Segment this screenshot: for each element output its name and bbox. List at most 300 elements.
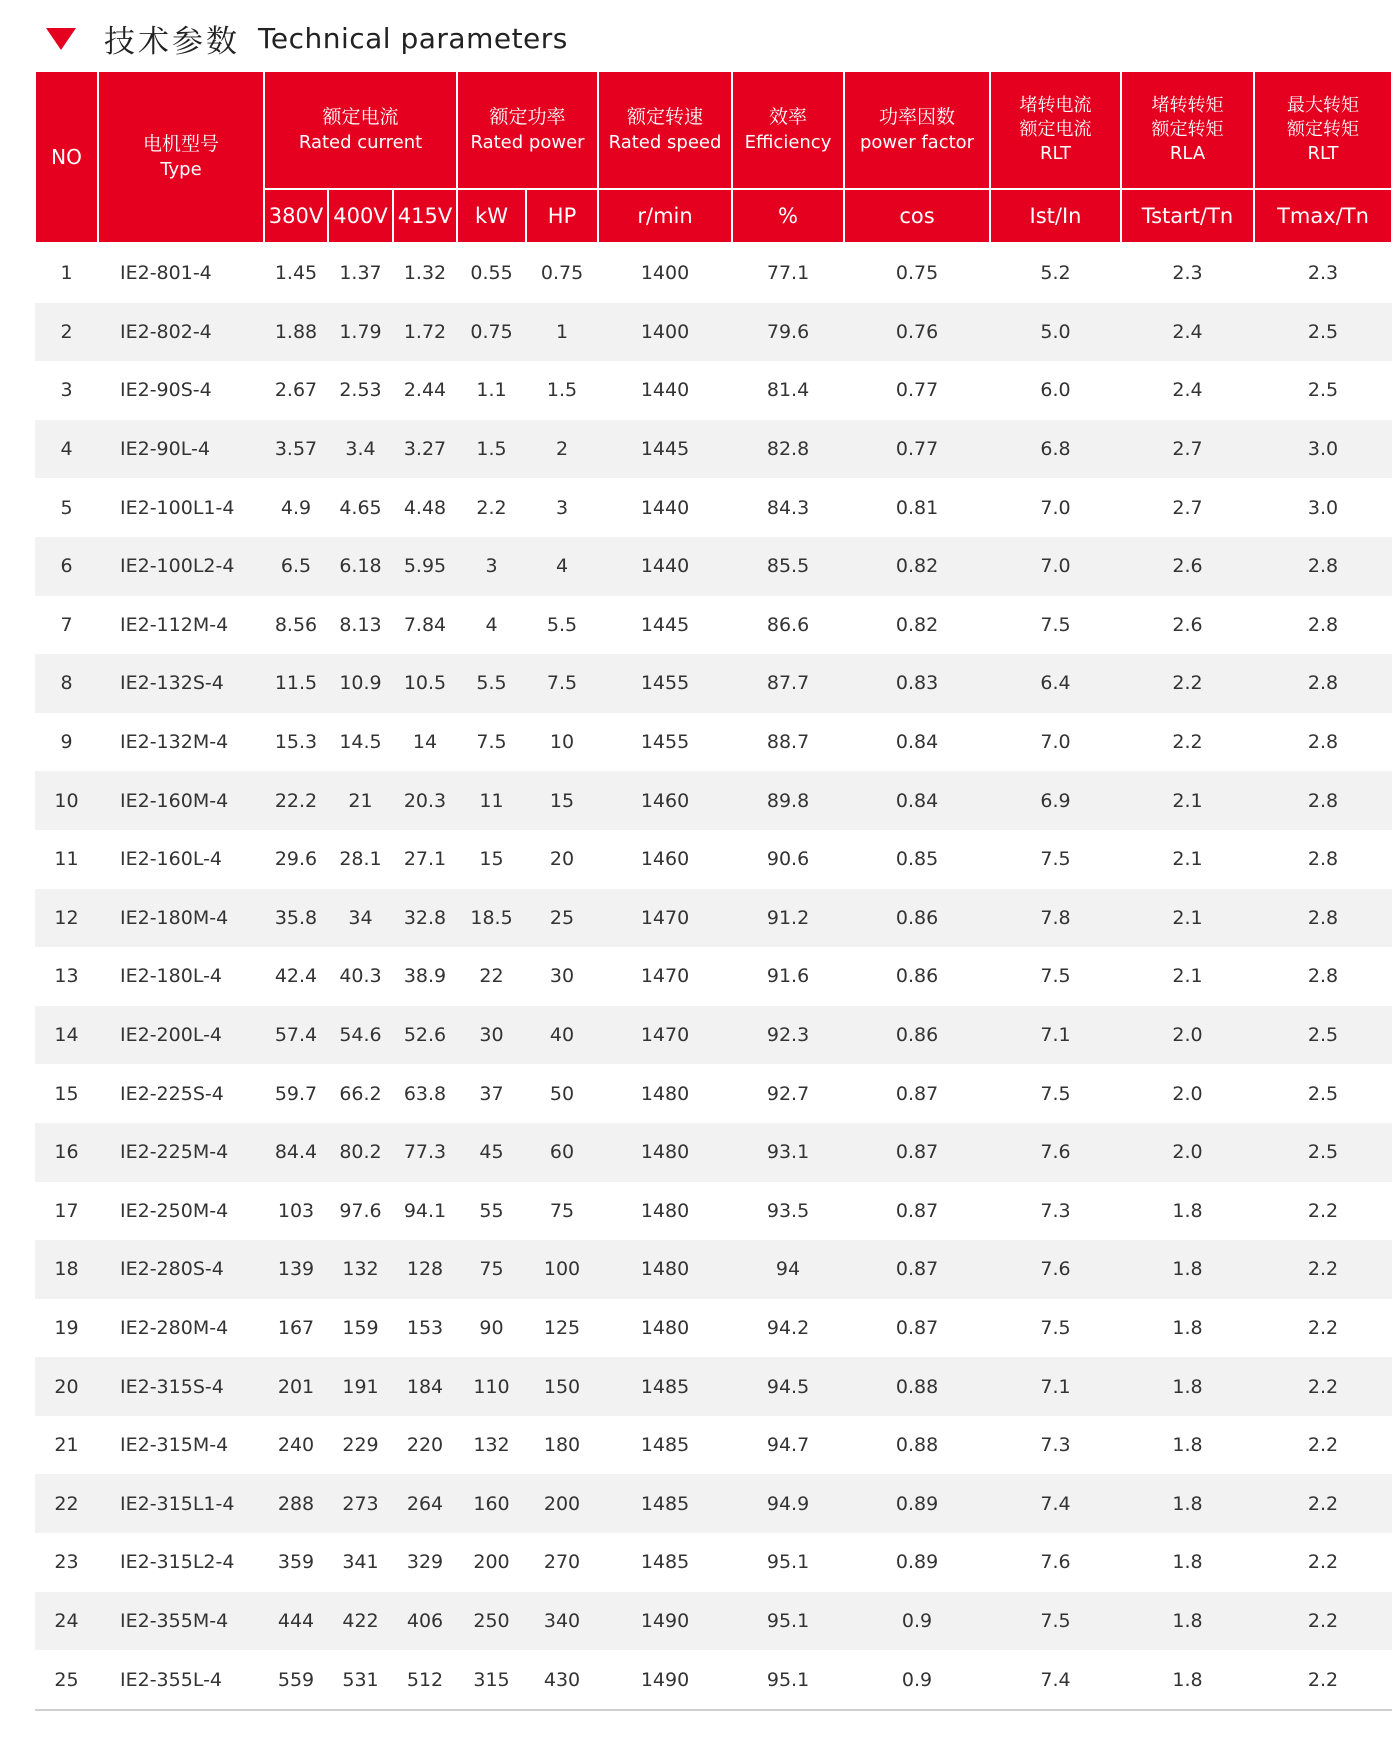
cell-current-415v: 128 [393, 1240, 457, 1299]
cell-current-400v: 4.65 [339, 496, 382, 519]
cell-ist-in: 7.5 [990, 1592, 1121, 1651]
cell-no: 13 [54, 965, 79, 988]
cell-ist-in: 6.0 [1040, 379, 1071, 402]
header-lrt-code: RLA [1169, 143, 1206, 165]
header-cos: cos [844, 189, 990, 243]
cell-no: 5 [60, 496, 73, 519]
cell-ist-in: 7.0 [1040, 496, 1071, 519]
cell-type: IE2-90L-4 [98, 420, 264, 479]
table-row [35, 771, 1392, 830]
cell-current-415v: 1.72 [393, 303, 457, 362]
cell-type: IE2-160M-4 [98, 771, 264, 830]
cell-power-factor: 0.87 [844, 1240, 990, 1299]
cell-power-factor: 0.83 [844, 654, 990, 713]
cell-efficiency: 94.9 [732, 1474, 844, 1533]
cell-power-factor: 0.77 [844, 420, 990, 479]
cell-type: IE2-315L2-4 [120, 1551, 235, 1574]
cell-no: 15 [54, 1082, 79, 1105]
cell-current-400v: 6.18 [328, 537, 393, 596]
cell-speed: 1440 [640, 496, 690, 519]
cell-type: IE2-225M-4 [98, 1123, 264, 1182]
cell-tmax-tn: 3.0 [1307, 496, 1339, 519]
cell-efficiency: 89.8 [732, 771, 844, 830]
table-row [35, 537, 1392, 596]
cell-tstart-tn: 1.8 [1121, 1240, 1254, 1299]
table-row [35, 1006, 1392, 1065]
cell-type: IE2-132S-4 [98, 654, 264, 713]
cell-type: IE2-250M-4 [120, 1199, 229, 1222]
cell-power-hp: 1.5 [546, 379, 578, 402]
header-type [98, 71, 264, 243]
cell-no: 23 [54, 1551, 79, 1574]
cell-current-400v: 97.6 [339, 1199, 382, 1222]
cell-tstart-tn: 2.0 [1121, 1123, 1254, 1182]
cell-power-factor: 0.88 [844, 1357, 990, 1416]
cell-ist-in: 6.4 [990, 654, 1121, 713]
header-efficiency [732, 71, 844, 189]
table-row [35, 1182, 1392, 1241]
cell-speed: 1460 [598, 771, 732, 830]
cell-power-hp: 200 [526, 1474, 598, 1533]
cell-efficiency: 79.6 [732, 303, 844, 362]
table-row [35, 596, 1392, 655]
cell-power-kw: 15 [479, 848, 504, 871]
cell-efficiency: 95.1 [766, 1551, 810, 1574]
header-max-torque [1254, 71, 1392, 189]
cell-current-415v: 220 [406, 1434, 444, 1457]
cell-ist-in: 7.5 [1040, 1316, 1071, 1339]
cell-power-factor: 0.82 [895, 613, 939, 636]
cell-power-kw: 45 [457, 1123, 526, 1182]
cell-tstart-tn: 2.1 [1172, 848, 1203, 871]
header-lrc-zh2: 额定电流 [1019, 118, 1092, 140]
cell-current-400v: 273 [328, 1474, 393, 1533]
cell-tstart-tn: 1.8 [1172, 1199, 1203, 1222]
cell-tstart-tn: 2.2 [1121, 654, 1254, 713]
header-ist-in: Ist/In [990, 189, 1121, 243]
cell-current-415v: 329 [406, 1551, 444, 1574]
table-header [35, 71, 1392, 243]
cell-no: 21 [54, 1434, 79, 1457]
cell-tmax-tn: 2.8 [1254, 654, 1392, 713]
cell-tstart-tn: 2.7 [1121, 420, 1254, 479]
cell-tmax-tn: 2.3 [1307, 262, 1339, 285]
header-speed-en: Rated speed [608, 131, 722, 153]
cell-speed: 1485 [640, 1551, 690, 1574]
header-max-zh1: 最大转矩 [1287, 94, 1360, 116]
cell-no: 24 [35, 1592, 98, 1651]
cell-tstart-tn: 2.6 [1172, 613, 1203, 636]
cell-current-380v: 139 [264, 1240, 328, 1299]
cell-power-kw: 90 [479, 1316, 504, 1339]
cell-tmax-tn: 2.5 [1254, 1006, 1392, 1065]
cell-current-400v: 531 [328, 1650, 393, 1710]
cell-tstart-tn: 2.2 [1172, 731, 1203, 754]
cell-no: 12 [35, 889, 98, 948]
cell-ist-in: 7.6 [990, 1240, 1121, 1299]
header-current-en: Rated current [298, 131, 423, 153]
cell-ist-in: 7.1 [990, 1006, 1121, 1065]
cell-tstart-tn: 1.8 [1172, 1316, 1203, 1339]
cell-current-380v: 6.5 [264, 537, 328, 596]
cell-ist-in: 7.5 [1040, 613, 1071, 636]
cell-type: IE2-801-4 [120, 262, 212, 285]
cell-tstart-tn: 2.3 [1172, 262, 1203, 285]
cell-power-kw: 75 [457, 1240, 526, 1299]
table-row [35, 889, 1392, 948]
cell-power-kw: 3 [457, 537, 526, 596]
cell-power-hp: 60 [526, 1123, 598, 1182]
cell-current-380v: 103 [277, 1199, 315, 1222]
cell-power-kw: 160 [457, 1474, 526, 1533]
cell-type: IE2-180M-4 [98, 889, 264, 948]
cell-current-415v: 94.1 [403, 1199, 447, 1222]
cell-power-hp: 10 [549, 731, 575, 754]
table-row [35, 1533, 1392, 1592]
cell-power-kw: 1.5 [457, 420, 526, 479]
cell-tstart-tn: 2.0 [1172, 1082, 1203, 1105]
table-row [35, 1299, 1392, 1358]
cell-power-kw: 1.1 [476, 379, 507, 402]
table-row [35, 1650, 1392, 1710]
table-row [35, 713, 1392, 772]
header-lrc-code: RLT [1039, 143, 1072, 165]
header-lrt-zh2: 额定转矩 [1151, 118, 1224, 140]
cell-current-380v: 8.56 [274, 613, 318, 636]
cell-current-380v: 201 [264, 1357, 328, 1416]
cell-power-hp: 15 [526, 771, 598, 830]
cell-type: IE2-280S-4 [98, 1240, 264, 1299]
cell-tstart-tn: 2.0 [1121, 1006, 1254, 1065]
cell-current-380v: 42.4 [274, 965, 318, 988]
header-current-zh: 额定电流 [322, 106, 399, 129]
cell-power-factor: 0.76 [844, 303, 990, 362]
cell-ist-in: 7.4 [990, 1650, 1121, 1710]
cell-current-415v: 32.8 [393, 889, 457, 948]
cell-power-factor: 0.9 [844, 1592, 990, 1651]
cell-current-415v: 77.3 [393, 1123, 457, 1182]
header-lrt-zh1: 堵转转矩 [1151, 94, 1224, 116]
cell-tmax-tn: 2.2 [1307, 1199, 1339, 1222]
cell-speed: 1455 [598, 654, 732, 713]
cell-current-415v: 7.84 [403, 613, 447, 636]
cell-current-380v: 1.45 [274, 262, 318, 285]
cell-efficiency: 93.5 [766, 1199, 810, 1222]
cell-ist-in: 7.8 [990, 889, 1121, 948]
cell-power-factor: 0.75 [895, 262, 939, 285]
triangle-down-icon [46, 28, 76, 50]
cell-current-400v: 2.53 [339, 379, 382, 402]
cell-current-415v: 512 [393, 1650, 457, 1710]
cell-speed: 1490 [598, 1592, 732, 1651]
cell-current-415v: 20.3 [393, 771, 457, 830]
cell-tmax-tn: 2.2 [1307, 1434, 1339, 1457]
cell-speed: 1400 [598, 303, 732, 362]
cell-current-400v: 14.5 [339, 731, 382, 754]
cell-current-380v: 444 [264, 1592, 328, 1651]
header-380v: 380V [264, 189, 328, 243]
cell-power-kw: 30 [457, 1006, 526, 1065]
header-percent: % [732, 189, 844, 243]
cell-no: 10 [35, 771, 98, 830]
cell-current-400v: 159 [342, 1316, 379, 1339]
cell-tmax-tn: 2.2 [1254, 1357, 1392, 1416]
cell-power-hp: 1 [526, 303, 598, 362]
cell-current-380v: 59.7 [274, 1082, 318, 1105]
cell-power-factor: 0.84 [895, 731, 939, 754]
cell-speed: 1470 [598, 1006, 732, 1065]
cell-power-factor: 0.84 [844, 771, 990, 830]
cell-efficiency: 87.7 [732, 654, 844, 713]
cell-ist-in: 7.6 [990, 1123, 1121, 1182]
cell-speed: 1480 [640, 1199, 690, 1222]
cell-power-factor: 0.88 [895, 1434, 939, 1457]
cell-tmax-tn: 2.8 [1307, 731, 1339, 754]
cell-power-kw: 11 [457, 771, 526, 830]
cell-ist-in: 7.1 [990, 1357, 1121, 1416]
cell-type: IE2-315M-4 [120, 1434, 229, 1457]
cell-current-415v: 63.8 [403, 1082, 447, 1105]
cell-ist-in: 7.3 [1040, 1434, 1071, 1457]
cell-no: 9 [60, 731, 73, 754]
cell-no: 20 [35, 1357, 98, 1416]
cell-current-415v: 27.1 [403, 848, 447, 871]
cell-power-hp: 7.5 [526, 654, 598, 713]
cell-current-400v: 132 [328, 1240, 393, 1299]
cell-ist-in: 6.9 [990, 771, 1121, 830]
cell-power-factor: 0.86 [844, 1006, 990, 1065]
cell-ist-in: 5.0 [990, 303, 1121, 362]
cell-type: IE2-100L1-4 [120, 496, 235, 519]
cell-ist-in: 7.5 [1040, 848, 1071, 871]
cell-no: 11 [54, 848, 79, 871]
header-eff-zh: 效率 [769, 106, 808, 129]
cell-power-kw: 55 [479, 1199, 504, 1222]
cell-no: 14 [35, 1006, 98, 1065]
cell-power-kw: 37 [479, 1082, 504, 1105]
header-hp: HP [526, 189, 598, 243]
cell-efficiency: 94 [732, 1240, 844, 1299]
cell-tstart-tn: 2.1 [1121, 889, 1254, 948]
cell-speed: 1445 [598, 420, 732, 479]
cell-speed: 1480 [598, 1123, 732, 1182]
cell-tstart-tn: 2.1 [1121, 771, 1254, 830]
cell-efficiency: 88.7 [766, 731, 810, 754]
cell-current-400v: 1.79 [328, 303, 393, 362]
cell-power-hp: 75 [549, 1199, 575, 1222]
cell-no: 22 [35, 1474, 98, 1533]
cell-current-380v: 288 [264, 1474, 328, 1533]
cell-type: IE2-315S-4 [98, 1357, 264, 1416]
cell-current-380v: 22.2 [264, 771, 328, 830]
header-tmax-tn: Tmax/Tn [1254, 189, 1392, 243]
cell-efficiency: 84.3 [766, 496, 810, 519]
table-body [35, 243, 1392, 1710]
cell-ist-in: 7.0 [1040, 731, 1071, 754]
cell-tmax-tn: 3.0 [1254, 420, 1392, 479]
cell-speed: 1400 [640, 262, 690, 285]
cell-power-hp: 25 [526, 889, 598, 948]
cell-tmax-tn: 2.2 [1254, 1240, 1392, 1299]
cell-tstart-tn: 2.4 [1121, 303, 1254, 362]
cell-no: 8 [35, 654, 98, 713]
cell-power-hp: 5.5 [546, 613, 578, 636]
cell-power-factor: 0.86 [895, 965, 939, 988]
cell-power-kw: 4 [485, 613, 498, 636]
cell-current-400v: 34 [328, 889, 393, 948]
cell-tstart-tn: 2.1 [1172, 965, 1203, 988]
cell-efficiency: 90.6 [766, 848, 810, 871]
cell-speed: 1480 [598, 1240, 732, 1299]
cell-current-400v: 3.4 [328, 420, 393, 479]
cell-no: 2 [35, 303, 98, 362]
cell-ist-in: 7.0 [990, 537, 1121, 596]
cell-no: 7 [60, 613, 73, 636]
cell-current-380v: 57.4 [264, 1006, 328, 1065]
cell-power-hp: 180 [543, 1434, 581, 1457]
cell-current-415v: 52.6 [393, 1006, 457, 1065]
cell-tstart-tn: 1.8 [1121, 1357, 1254, 1416]
cell-tstart-tn: 1.8 [1172, 1434, 1203, 1457]
cell-tmax-tn: 2.2 [1307, 1551, 1339, 1574]
cell-efficiency: 85.5 [732, 537, 844, 596]
cell-power-hp: 100 [526, 1240, 598, 1299]
cell-tstart-tn: 2.4 [1172, 379, 1203, 402]
cell-efficiency: 92.3 [732, 1006, 844, 1065]
cell-tstart-tn: 1.8 [1121, 1650, 1254, 1710]
table-row [35, 1240, 1392, 1299]
cell-current-380v: 240 [277, 1434, 315, 1457]
cell-efficiency: 94.5 [732, 1357, 844, 1416]
cell-power-factor: 0.87 [895, 1082, 939, 1105]
cell-current-400v: 10.9 [328, 654, 393, 713]
cell-power-kw: 315 [457, 1650, 526, 1710]
cell-current-400v: 422 [328, 1592, 393, 1651]
cell-power-hp: 20 [549, 848, 575, 871]
cell-current-415v: 1.32 [403, 262, 447, 285]
cell-power-factor: 0.77 [895, 379, 939, 402]
cell-tmax-tn: 2.8 [1254, 889, 1392, 948]
table-row [35, 1123, 1392, 1182]
cell-tmax-tn: 2.2 [1254, 1474, 1392, 1533]
cell-current-400v: 80.2 [328, 1123, 393, 1182]
cell-power-factor: 0.87 [895, 1316, 939, 1339]
cell-current-380v: 359 [277, 1551, 315, 1574]
cell-speed: 1480 [640, 1082, 690, 1105]
cell-current-415v: 38.9 [403, 965, 447, 988]
cell-power-factor: 0.89 [895, 1551, 939, 1574]
cell-efficiency: 95.1 [732, 1650, 844, 1710]
cell-power-hp: 430 [526, 1650, 598, 1710]
cell-current-415v: 2.44 [403, 379, 447, 402]
cell-speed: 1490 [598, 1650, 732, 1710]
table-row [35, 947, 1392, 1006]
cell-ist-in: 6.8 [990, 420, 1121, 479]
header-type-en: Type [160, 158, 202, 180]
header-lrc-zh1: 堵转电流 [1019, 94, 1092, 116]
cell-power-kw: 0.75 [457, 303, 526, 362]
table-row [35, 420, 1392, 479]
cell-type: IE2-132M-4 [120, 731, 229, 754]
header-locked-rotor-torque [1121, 71, 1254, 189]
cell-no: 1 [60, 262, 73, 285]
cell-ist-in: 7.5 [1040, 965, 1071, 988]
cell-type: IE2-200L-4 [98, 1006, 264, 1065]
cell-current-415v: 184 [393, 1357, 457, 1416]
cell-tstart-tn: 1.8 [1121, 1474, 1254, 1533]
heading-zh: 技术参数 [104, 23, 240, 60]
table-row [35, 303, 1392, 362]
cell-type: IE2-280M-4 [120, 1316, 229, 1339]
header-400v: 400V [328, 189, 393, 243]
cell-current-415v: 406 [393, 1592, 457, 1651]
header-pf-zh: 功率因数 [879, 106, 956, 129]
table-row [35, 830, 1392, 889]
cell-power-kw: 18.5 [457, 889, 526, 948]
cell-power-kw: 0.55 [470, 262, 513, 285]
cell-current-380v: 1.88 [264, 303, 328, 362]
cell-tmax-tn: 2.5 [1254, 303, 1392, 362]
heading-en: Technical parameters [258, 21, 568, 55]
cell-current-380v: 2.67 [274, 379, 318, 402]
cell-ist-in: 7.6 [1040, 1551, 1071, 1574]
cell-power-factor: 0.89 [844, 1474, 990, 1533]
table-row [35, 361, 1392, 420]
header-eff-en: Efficiency [744, 131, 832, 153]
cell-type: IE2-802-4 [98, 303, 264, 362]
technical-parameters-table [34, 70, 1393, 1711]
section-heading [46, 14, 568, 62]
cell-tmax-tn: 2.8 [1307, 965, 1339, 988]
cell-current-380v: 3.57 [264, 420, 328, 479]
cell-tmax-tn: 2.2 [1254, 1592, 1392, 1651]
cell-ist-in: 5.2 [1040, 262, 1071, 285]
cell-current-400v: 341 [342, 1551, 379, 1574]
cell-efficiency: 94.2 [766, 1316, 810, 1339]
cell-current-400v: 8.13 [339, 613, 382, 636]
header-rpm: r/min [598, 189, 732, 243]
cell-speed: 1470 [640, 965, 690, 988]
cell-power-factor: 0.81 [895, 496, 939, 519]
table-row [35, 1064, 1392, 1123]
cell-current-415v: 5.95 [393, 537, 457, 596]
cell-current-415v: 153 [406, 1316, 444, 1339]
cell-power-factor: 0.87 [895, 1199, 939, 1222]
cell-current-400v: 28.1 [339, 848, 382, 871]
cell-current-415v: 4.48 [403, 496, 447, 519]
header-rated-current [264, 71, 457, 189]
header-415v: 415V [393, 189, 457, 243]
header-no: NO [35, 71, 98, 243]
cell-power-hp: 340 [526, 1592, 598, 1651]
header-max-zh2: 额定转矩 [1287, 118, 1360, 140]
cell-current-380v: 15.3 [274, 731, 318, 754]
cell-tmax-tn: 2.8 [1307, 848, 1339, 871]
cell-power-hp: 50 [549, 1082, 575, 1105]
cell-current-400v: 1.37 [339, 262, 382, 285]
header-rated-power [457, 71, 598, 189]
cell-efficiency: 82.8 [732, 420, 844, 479]
cell-speed: 1485 [640, 1434, 690, 1457]
cell-power-hp: 2 [526, 420, 598, 479]
cell-current-400v: 229 [342, 1434, 379, 1457]
cell-tmax-tn: 2.5 [1307, 379, 1339, 402]
cell-type: IE2-112M-4 [120, 613, 229, 636]
cell-current-400v: 66.2 [339, 1082, 382, 1105]
cell-power-hp: 0.75 [540, 262, 584, 285]
cell-no: 18 [35, 1240, 98, 1299]
cell-speed: 1470 [598, 889, 732, 948]
